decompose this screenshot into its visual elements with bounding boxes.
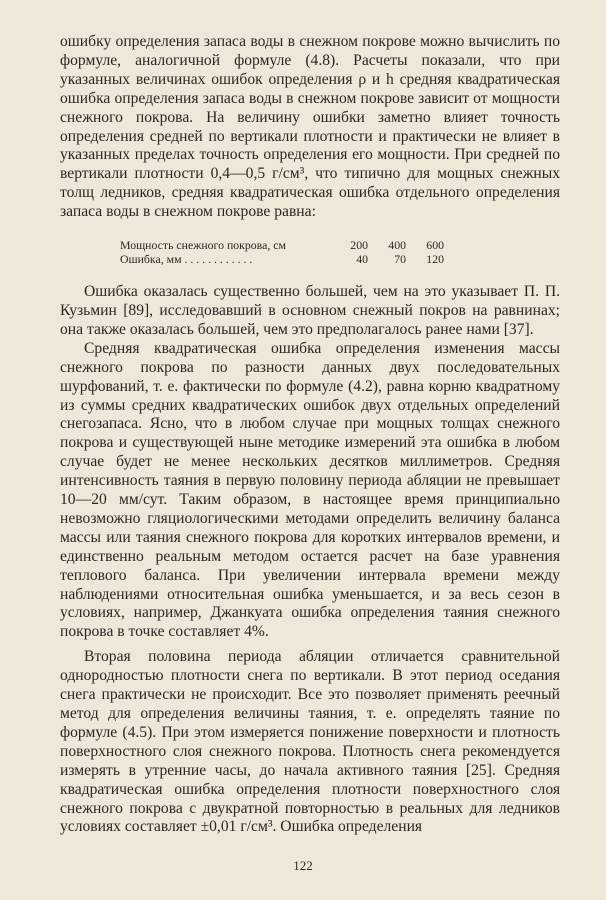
body-text [60,33,560,837]
page-number: 122 [293,858,313,873]
table-cell: 40 [356,252,368,267]
table-cell: 120 [426,252,444,267]
paragraph-2: Ошибка оказалась существенно большей, чем на это указывает П. П. Кузьмин [89], исследовавший в основном снежный покров на равнинах; она также оказалась большей, чем это предполагалось ранее нами [37]. [60,283,560,338]
paragraph-4: Вторая половина периода абляции отличается сравнительной однородностью плотности снега по вертикали. В этот период оседания снега практически не происходит. Все это позволяет применять реечный метод для определения величины таяния, т. е. определять таяние по формуле (4.5). При этом измеряется понижение поверхности и плотность поверхностного слоя снежного покрова. Плотность снега рекомендуется измерять в утренние часы, до начала активного таяния [25]. Средняя квадратическая ошибка определения плотности поверхностного слоя снежного покрова с двукратной повторностью в реальных для ледников условиях составляет ±0,01 г/см³. Ошибка определения [60,648,560,836]
paragraph-1: ошибку определения запаса воды в снежном покрове можно вычислить по формуле, аналогичной формуле (4.8). Расчеты показали, что при указанных величинах ошибок определения ρ и h средняя квадратическая ошибка определения запаса воды в снежном покрове зависит от мощности снежного покрова. На величину ошибки заметно влияет точность определения средней по вертикали плотности и практически не влияет в указанных пределах точность определения его мощности. При средней по вертикали плотности 0,4—0,5 г/см³, что типично для мощных снежных толщ ледников, средняя квадратическая ошибка отдельного определения запаса воды в снежном покрове равна: [60,33,560,221]
table-cell: 400 [388,238,406,253]
table-row-error [120,252,444,266]
table-label-error: Ошибка, мм . . . . . . . . . . . . [120,252,253,267]
table-cell: 200 [350,238,368,253]
table-cell: 600 [426,238,444,253]
table-row-thickness [120,238,444,252]
table-label-thickness: Мощность снежного покрова, см [120,238,286,253]
error-table [120,238,444,266]
paragraph-3: Средняя квадратическая ошибка определения изменения массы снежного покрова по разности данных двух последовательных шурфований, т. е. фактически по формуле (4.2), равна корню квадратному из суммы средних квадратических ошибок двух отдельных определений снегозапаса. Ясно, что в любом случае при мощных толщах снежного покрова и существующей ныне методике измерений эта ошибка в любом случае будет не менее нескольких десятков миллиметров. Средняя интенсивность таяния в первую половину периода абляции не превышает 10—20 мм/сут. Таким образом, в настоящее время принципиально невозможно гляциологическими методами определить величину баланса массы или таяния снежного покрова для коротких интервалов времени, и единственно реальным методом остается расчет на базе уравнения теплового баланса. При увеличении интервала времени между наблюдениями относительная ошибка уменьшается, и за весь сезон в условиях, например, Джанкуата ошибка определения таяния снежного покрова в точке составляет 4%. [60,339,560,641]
table-cell: 70 [394,252,406,267]
